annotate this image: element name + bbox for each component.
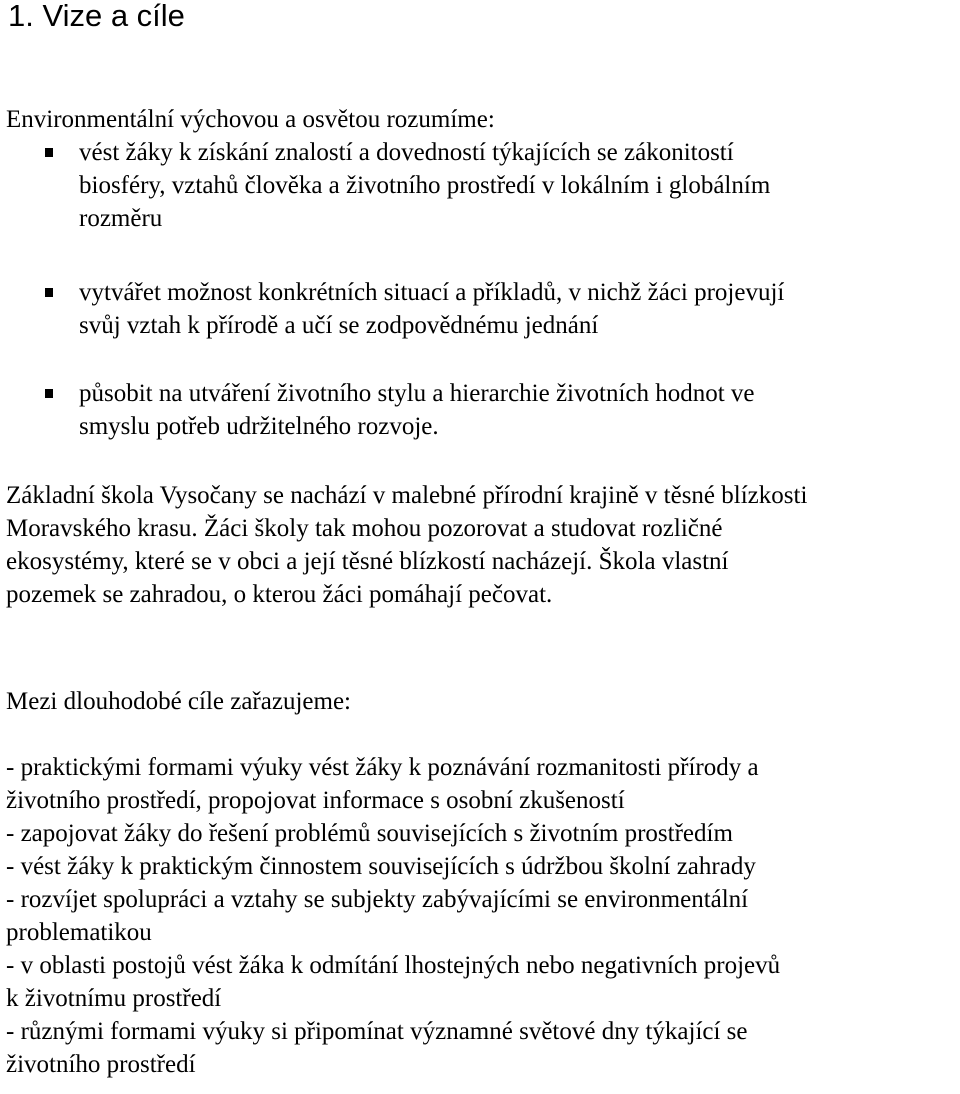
paragraph-line: Základní škola Vysočany se nachází v malebné přírodní krajině v těsné blízkosti [6,482,808,509]
page-title: 1. Vize a cíle [8,0,185,33]
square-bullet-icon [45,389,53,398]
bullet-text [79,377,899,443]
bullet-line: smyslu potřeb udržitelného rozvoje. [79,413,439,440]
goals-list [6,751,780,1081]
bullet-line: biosféry, vztahů člověka a životního prostředí v lokálním i globálním [79,172,771,199]
goal-line: - praktickými formami výuky vést žáky k poznávání rozmanitosti přírody a [6,754,759,781]
bullet-text [79,136,899,235]
goal-line: k životnímu prostředí [6,985,222,1012]
goal-line: - zapojovat žáky do řešení problémů souvisejících s životním prostředím [6,820,733,847]
goal-line: - vést žáky k praktickým činnostem souvisejících s údržbou školní zahrady [6,853,756,880]
goal-line: životního prostředí [6,1051,196,1078]
bullet-line: působit na utváření životního stylu a hierarchie životních hodnot ve [79,380,755,407]
bullet-line: svůj vztah k přírodě a učí se zodpovědnému jednání [79,312,599,339]
bullet-text [79,276,899,342]
paragraph-line: ekosystémy, které se v obci a její těsné blízkostí nacházejí. Škola vlastní [6,548,729,575]
school-paragraph [6,479,807,611]
square-bullet-icon [45,148,53,157]
goals-intro: Mezi dlouhodobé cíle zařazujeme: [6,688,351,715]
intro-text: Environmentální výchovou a osvětou rozumíme: [6,106,495,133]
paragraph-line: Moravského krasu. Žáci školy tak mohou pozorovat a studovat rozličné [6,515,723,542]
goal-line: problematikou [6,919,152,946]
bullet-line: rozměru [79,205,163,232]
paragraph-line: pozemek se zahradou, o kterou žáci pomáhají pečovat. [6,581,553,608]
bullet-line: vytvářet možnost konkrétních situací a příkladů, v nichž žáci projevují [79,279,785,306]
goal-line: - rozvíjet spolupráci a vztahy se subjekty zabývajícími se environmentální [6,886,749,913]
square-bullet-icon [45,288,53,297]
goal-line: - v oblasti postojů vést žáka k odmítání lhostejných nebo negativních projevů [6,952,781,979]
goal-line: životního prostředí, propojovat informace s osobní zkušeností [6,787,625,814]
goal-line: - různými formami výuky si připomínat významné světové dny týkající se [6,1018,748,1045]
bullet-line: vést žáky k získání znalostí a dovedností týkajících se zákonitostí [79,139,734,166]
